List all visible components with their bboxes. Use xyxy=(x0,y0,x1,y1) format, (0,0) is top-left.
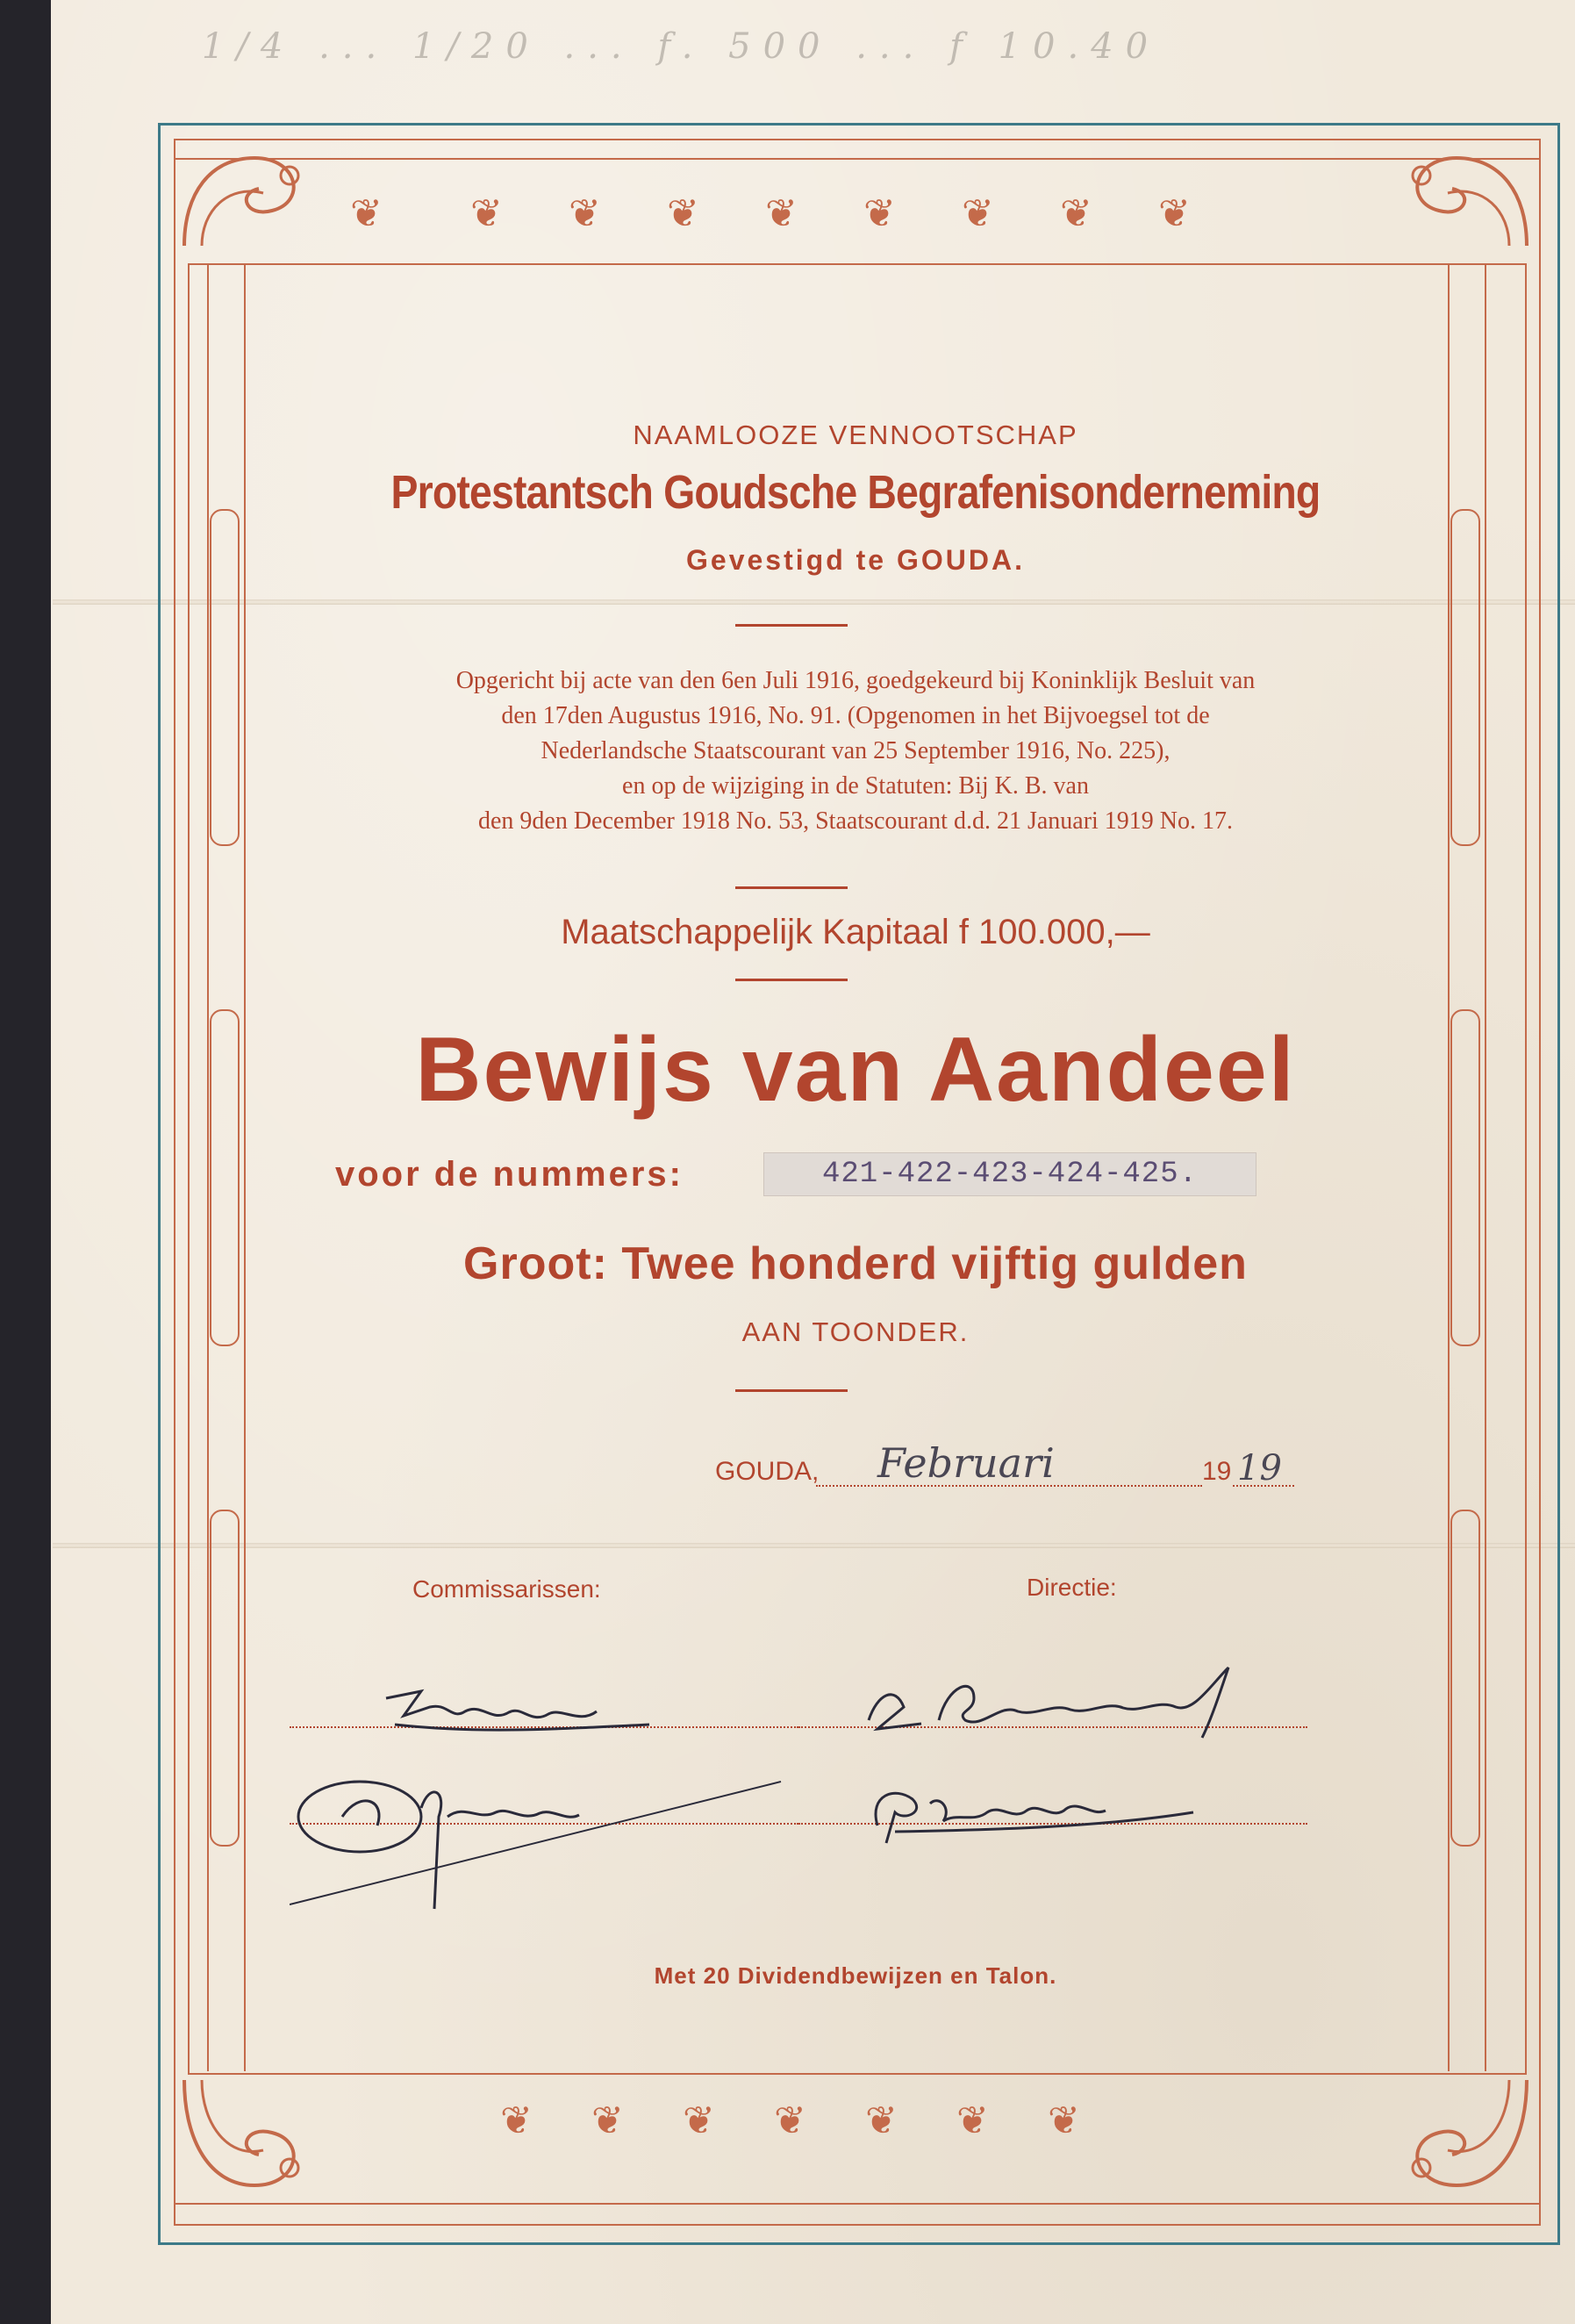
certificate-title: Bewijs van Aandeel xyxy=(415,1019,1296,1121)
clover-ornament-icon: ❦ xyxy=(865,2099,898,2142)
company-name: Protestantsch Goudsche Begrafenisonderneming xyxy=(390,466,1321,519)
clover-ornament-icon: ❦ xyxy=(683,2099,715,2142)
clover-ornament-icon: ❦ xyxy=(863,192,896,235)
signature-commissioner-2 xyxy=(290,1764,798,1913)
founding-line: den 9den December 1918 No. 53, Staatscourant d.d. 21 Januari 1919 No. 17. xyxy=(477,807,1234,835)
bearer-note: AAN TOONDER. xyxy=(741,1316,970,1347)
year-prefix: 19 xyxy=(1202,1457,1232,1486)
handwritten-month: Februari xyxy=(877,1439,1055,1487)
share-capital: Maatschappelijk Kapitaal f 100.000,— xyxy=(561,913,1150,951)
clover-ornament-icon: ❦ xyxy=(569,192,601,235)
founding-line: Nederlandsche Staatscourant van 25 September 1916, No. 225), xyxy=(541,737,1171,764)
side-ornament xyxy=(1450,1510,1480,1847)
company-type: NAAMLOOZE VENNOOTSCHAP xyxy=(633,420,1078,450)
company-seat: Gevestigd te GOUDA. xyxy=(686,544,1025,576)
founding-line: en op de wijziging in de Statuten: Bij K. B. van xyxy=(622,772,1089,800)
clover-ornament-icon: ❦ xyxy=(500,2099,533,2142)
founding-text xyxy=(188,663,1523,839)
divider-rule xyxy=(735,979,848,981)
signature-director-1 xyxy=(842,1659,1264,1747)
place-label: GOUDA, xyxy=(715,1457,820,1486)
founding-line: Opgericht bij acte van den 6en Juli 1916, goedgekeurd bij Koninklijk Besluit van xyxy=(455,667,1256,694)
nominal-amount: Groot: Twee honderd vijftig gulden xyxy=(463,1238,1248,1289)
commissioners-label: Commissarissen: xyxy=(412,1575,601,1603)
corner-ornament-bottom-right xyxy=(1386,2071,1536,2203)
corner-ornament-top-right xyxy=(1386,140,1536,263)
clover-ornament-icon: ❦ xyxy=(470,192,503,235)
handwritten-year: 19 xyxy=(1237,1448,1282,1488)
divider-rule xyxy=(735,624,848,627)
clover-ornament-icon: ❦ xyxy=(1060,192,1092,235)
clover-ornament-icon: ❦ xyxy=(774,2099,806,2142)
directors-label: Directie: xyxy=(1027,1574,1117,1601)
share-numbers: 421-422-423-424-425. xyxy=(763,1152,1256,1196)
bottom-band-line xyxy=(174,2203,1539,2205)
dividend-note: Met 20 Dividendbewijzen en Talon. xyxy=(654,1962,1057,1989)
corner-ornament-bottom-left xyxy=(175,2071,325,2203)
divider-rule xyxy=(735,886,848,889)
clover-ornament-icon: ❦ xyxy=(962,192,994,235)
scan-edge xyxy=(0,0,51,2324)
top-band-line xyxy=(174,158,1539,160)
clover-ornament-icon: ❦ xyxy=(1048,2099,1080,2142)
clover-ornament-icon: ❦ xyxy=(1158,192,1191,235)
pencil-notes: 1/4 ... 1/20 ... f. 500 ... f 10.40 xyxy=(202,26,1161,67)
founding-line: den 17den Augustus 1916, No. 91. (Opgenomen in het Bijvoegsel tot de xyxy=(501,702,1210,729)
clover-ornament-icon: ❦ xyxy=(765,192,798,235)
signature-director-2 xyxy=(842,1768,1211,1847)
clover-ornament-icon: ❦ xyxy=(667,192,699,235)
clover-ornament-icon: ❦ xyxy=(591,2099,624,2142)
divider-rule xyxy=(735,1389,848,1392)
corner-ornament-top-left xyxy=(175,140,325,263)
clover-ornament-icon: ❦ xyxy=(350,192,383,235)
numbers-label: voor de nummers: xyxy=(335,1155,684,1194)
clover-ornament-icon: ❦ xyxy=(956,2099,989,2142)
side-ornament xyxy=(210,1510,240,1847)
signature-commissioner-1 xyxy=(369,1672,658,1751)
